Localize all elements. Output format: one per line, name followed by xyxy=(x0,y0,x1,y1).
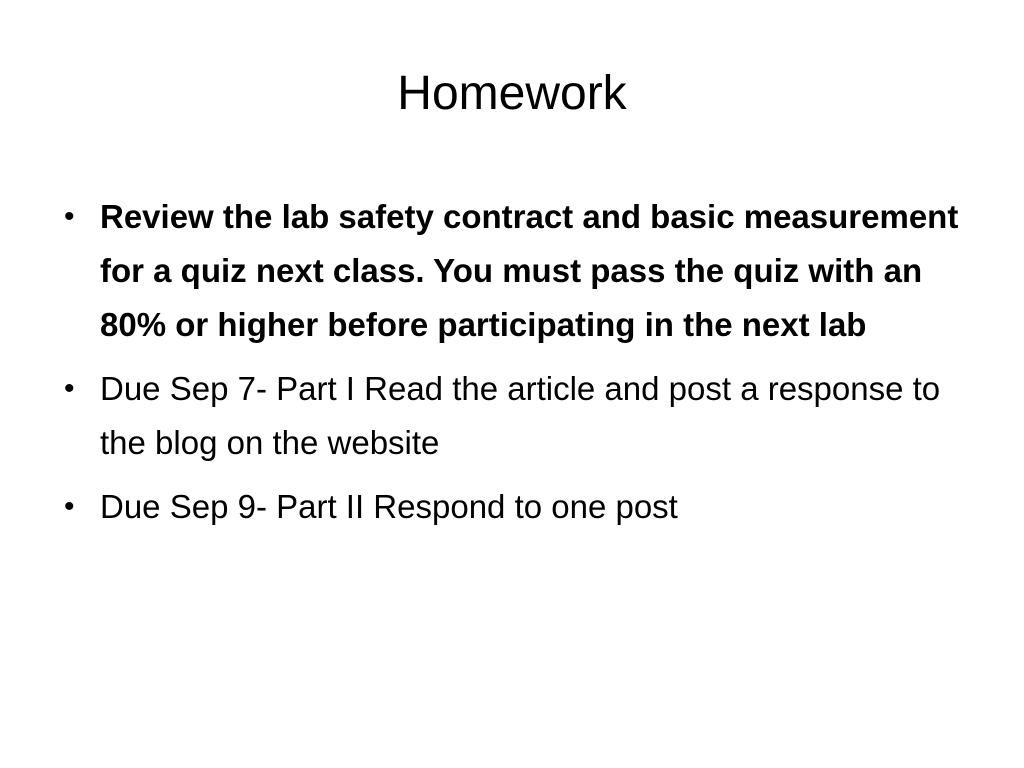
bullet-icon: • xyxy=(64,490,75,523)
bullet-icon: • xyxy=(64,372,75,405)
bullet-text: Review the lab safety contract and basic measurement for a quiz next class. You must pass the quiz with an 80% or higher before participating in the next lab xyxy=(100,198,959,343)
bullet-icon: • xyxy=(64,200,75,233)
bullet-item-quiz-review xyxy=(60,190,960,352)
bullet-text: Due Sep 7- Part I Read the article and post a response to the blog on the website xyxy=(100,370,941,461)
bullet-item-part-two xyxy=(60,480,960,534)
slide-title: Homework xyxy=(397,67,627,120)
bullet-item-part-one xyxy=(60,362,960,470)
bullet-list xyxy=(60,190,960,544)
bullet-text: Due Sep 9- Part II Respond to one post xyxy=(100,488,678,525)
